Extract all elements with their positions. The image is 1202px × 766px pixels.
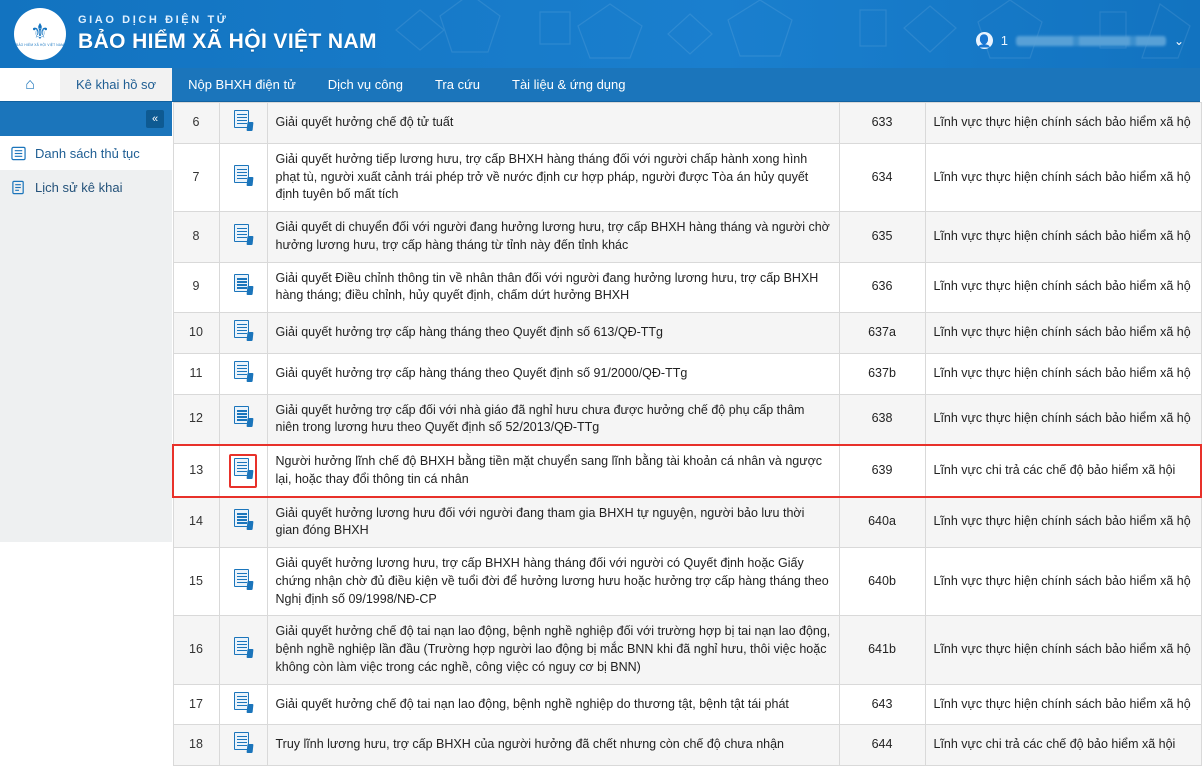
row-procedure-name: Giải quyết hưởng chế độ tử tuất	[267, 103, 839, 144]
procedures-table-body	[173, 103, 1201, 766]
row-index: 11	[173, 353, 219, 394]
table-row[interactable]	[173, 353, 1201, 394]
brand-text	[78, 14, 377, 54]
row-action-cell[interactable]	[219, 616, 267, 684]
table-row[interactable]	[173, 497, 1201, 548]
nav-label: Tra cứu	[434, 77, 480, 92]
doc-icon-box[interactable]	[234, 646, 252, 660]
sidebar-collapse-button[interactable]	[146, 110, 164, 128]
nav-label: Kê khai hồ sơ	[76, 77, 157, 92]
row-field: Lĩnh vực chi trả các chế độ bảo hiểm xã hội	[925, 445, 1201, 497]
doc-icon-box-highlighted[interactable]	[229, 454, 257, 488]
document-edit-icon[interactable]	[234, 274, 252, 294]
sidebar-item-lich-su-ke-khai[interactable]	[0, 170, 172, 204]
doc-icon-box[interactable]	[234, 329, 252, 343]
row-code: 633	[839, 103, 925, 144]
row-procedure-name: Giải quyết hưởng lương hưu, trợ cấp BHXH hàng tháng đối với người có Quyết định hoặc Giấy chứng nhận chờ đủ điều kiện về tuổi đời để hưởng lương hưu hoặc hưởng trợ cấp hàng tháng theo Nghị định số 09/1998/NĐ-CP	[267, 548, 839, 616]
row-code: 640b	[839, 548, 925, 616]
row-index: 9	[173, 262, 219, 313]
document-edit-icon[interactable]	[234, 165, 252, 185]
document-edit-icon[interactable]	[234, 692, 252, 712]
document-edit-icon[interactable]	[234, 224, 252, 244]
row-field: Lĩnh vực thực hiện chính sách bảo hiểm xã hộ	[925, 497, 1201, 548]
row-code: 644	[839, 725, 925, 766]
brand-line-1: GIAO DỊCH ĐIỆN TỬ	[78, 14, 229, 27]
row-procedure-name: Giải quyết hưởng chế độ tai nạn lao động, bệnh nghề nghiệp do thương tật, bệnh tật tái phát	[267, 684, 839, 725]
row-field: Lĩnh vực chi trả các chế độ bảo hiểm xã hội	[925, 725, 1201, 766]
table-row[interactable]	[173, 616, 1201, 684]
row-procedure-name: Giải quyết di chuyển đối với người đang hưởng lương hưu, trợ cấp BHXH hàng tháng và người chờ hưởng lương hưu, trợ cấp hàng tháng từ tỉnh này đến tỉnh khác	[267, 212, 839, 263]
row-code: 640a	[839, 497, 925, 548]
row-index: 15	[173, 548, 219, 616]
doc-icon-box[interactable]	[234, 415, 252, 429]
nav-item-ke-khai-ho-so[interactable]	[60, 68, 172, 101]
user-avatar-icon: 👤	[976, 33, 992, 48]
app-header	[0, 0, 1200, 68]
row-action-cell[interactable]	[219, 212, 267, 263]
row-code: 635	[839, 212, 925, 263]
row-procedure-name: Giải quyết hưởng trợ cấp hàng tháng theo Quyết định số 91/2000/QĐ-TTg	[267, 353, 839, 394]
procedures-table	[172, 102, 1202, 766]
row-field: Lĩnh vực thực hiện chính sách bảo hiểm xã hộ	[925, 313, 1201, 354]
user-name-redacted	[1016, 36, 1166, 46]
row-procedure-name: Giải quyết hưởng trợ cấp hàng tháng theo Quyết định số 613/QĐ-TTg	[267, 313, 839, 354]
table-row[interactable]	[173, 725, 1201, 766]
row-code: 634	[839, 143, 925, 211]
row-procedure-name: Truy lĩnh lương hưu, trợ cấp BHXH của người hưởng đã chết nhưng còn chế độ chưa nhận	[267, 725, 839, 766]
row-code: 639	[839, 445, 925, 497]
nav-item-nop-bhxh-dien-tu[interactable]	[172, 68, 312, 101]
document-edit-icon[interactable]	[234, 320, 252, 340]
history-icon-svg	[11, 180, 26, 195]
doc-icon-box[interactable]	[234, 518, 252, 532]
row-index: 8	[173, 212, 219, 263]
row-action-cell[interactable]	[219, 394, 267, 445]
doc-icon-box[interactable]	[234, 119, 252, 133]
row-action-cell[interactable]	[219, 548, 267, 616]
row-action-cell[interactable]	[219, 725, 267, 766]
nav-label: Tài liệu & ứng dụng	[512, 77, 626, 92]
brand-logo[interactable]	[14, 8, 377, 60]
row-code: 643	[839, 684, 925, 725]
row-code: 637a	[839, 313, 925, 354]
row-action-cell[interactable]	[219, 445, 267, 497]
doc-icon-box[interactable]	[234, 741, 252, 755]
row-code: 637b	[839, 353, 925, 394]
user-account-area[interactable]	[976, 32, 1184, 49]
nav-label: Dịch vụ công	[327, 77, 403, 92]
list-icon	[10, 145, 26, 161]
row-index: 14	[173, 497, 219, 548]
document-edit-icon[interactable]	[234, 458, 252, 478]
logo-caption: BẢO HIỂM XÃ HỘI VIỆT NAM	[16, 42, 64, 47]
row-procedure-name: Giải quyết hưởng trợ cấp đối với nhà giáo đã nghỉ hưu chưa được hưởng chế độ phụ cấp thâm niên trong lương hưu theo Quyết định số 52/2013/QĐ-TTg	[267, 394, 839, 445]
row-action-cell[interactable]	[219, 262, 267, 313]
document-edit-icon[interactable]	[234, 110, 252, 130]
nav-label: Nộp BHXH điện tử	[188, 77, 296, 92]
table-row[interactable]	[173, 394, 1201, 445]
row-code: 638	[839, 394, 925, 445]
brand-line-2: BẢO HIỂM XÃ HỘI VIỆT NAM	[78, 29, 377, 53]
row-field: Lĩnh vực thực hiện chính sách bảo hiểm xã hộ	[925, 684, 1201, 725]
row-action-cell[interactable]	[219, 143, 267, 211]
row-field: Lĩnh vực thực hiện chính sách bảo hiểm xã hộ	[925, 103, 1201, 144]
row-field: Lĩnh vực thực hiện chính sách bảo hiểm xã hộ	[925, 212, 1201, 263]
nav-item-dich-vu-cong[interactable]	[312, 68, 419, 101]
row-action-cell[interactable]	[219, 313, 267, 354]
lotus-icon: ⚜	[30, 18, 50, 44]
row-code: 636	[839, 262, 925, 313]
document-edit-icon[interactable]	[234, 569, 252, 589]
procedures-table-container[interactable]	[172, 102, 1202, 752]
row-code: 641b	[839, 616, 925, 684]
main-nav	[0, 68, 1200, 102]
home-icon: ⌂	[25, 75, 35, 93]
table-row[interactable]	[173, 262, 1201, 313]
row-index: 6	[173, 103, 219, 144]
doc-icon-box[interactable]	[234, 233, 252, 247]
row-index: 18	[173, 725, 219, 766]
doc-icon-box[interactable]	[234, 578, 252, 592]
nav-item-tai-lieu-ung-dung[interactable]	[496, 68, 642, 101]
user-count-label: 1	[1000, 33, 1008, 48]
row-field: Lĩnh vực thực hiện chính sách bảo hiểm xã hộ	[925, 353, 1201, 394]
history-icon	[10, 179, 26, 195]
document-edit-icon[interactable]	[234, 509, 252, 529]
row-field: Lĩnh vực thực hiện chính sách bảo hiểm xã hộ	[925, 262, 1201, 313]
row-index: 12	[173, 394, 219, 445]
table-row[interactable]	[173, 313, 1201, 354]
logo-emblem	[14, 8, 66, 60]
row-procedure-name: Người hưởng lĩnh chế độ BHXH bằng tiền mặt chuyển sang lĩnh bằng tài khoản cá nhân và ngược lại, hoặc thay đổi thông tin cá nhân	[267, 445, 839, 497]
table-row[interactable]	[173, 143, 1201, 211]
sidebar	[0, 102, 172, 542]
sidebar-header	[0, 102, 172, 136]
doc-icon-box[interactable]	[234, 283, 252, 297]
list-icon-svg	[11, 146, 26, 161]
row-action-cell[interactable]	[219, 353, 267, 394]
nav-item-tra-cuu[interactable]	[419, 68, 496, 101]
row-procedure-name: Giải quyết Điều chỉnh thông tin về nhân thân đối với người đang hưởng lương hưu, trợ cấp BHXH hàng tháng; điều chỉnh, hủy quyết định, chấm dứt hưởng BHXH	[267, 262, 839, 313]
document-edit-icon[interactable]	[234, 732, 252, 752]
row-index: 16	[173, 616, 219, 684]
document-edit-icon[interactable]	[234, 361, 252, 381]
row-procedure-name: Giải quyết hưởng chế độ tai nạn lao động, bệnh nghề nghiệp đối với trường hợp bị tai nạn lao động, bệnh nghề nghiệp lần đầu (Trường hợp người lao động bị mắc BNN khi đã nghỉ hưu, thôi việc hoặc không còn làm việc trong các nghề, công việc có nguy cơ bị BNN)	[267, 616, 839, 684]
row-procedure-name: Giải quyết hưởng lương hưu đối với người đang tham gia BHXH tự nguyện, người bảo lưu thời gian đóng BHXH	[267, 497, 839, 548]
sidebar-item-label: Lịch sử kê khai	[35, 179, 123, 195]
sidebar-item-danh-sach-thu-tuc[interactable]	[0, 136, 172, 170]
row-field: Lĩnh vực thực hiện chính sách bảo hiểm xã hộ	[925, 143, 1201, 211]
row-action-cell[interactable]	[219, 497, 267, 548]
doc-icon-box[interactable]	[234, 370, 252, 384]
table-row[interactable]	[173, 684, 1201, 725]
sidebar-item-label: Danh sách thủ tục	[35, 145, 140, 161]
row-index: 17	[173, 684, 219, 725]
body-area	[0, 102, 1200, 752]
table-row-selected[interactable]	[173, 445, 1201, 497]
row-field: Lĩnh vực thực hiện chính sách bảo hiểm xã hộ	[925, 616, 1201, 684]
chevron-down-icon[interactable]: ⌄	[1173, 33, 1184, 48]
row-procedure-name: Giải quyết hưởng tiếp lương hưu, trợ cấp BHXH hàng tháng đối với người chấp hành xong hình phạt tù, người xuất cảnh trái phép trở về nước định cư hợp pháp, người được Tòa án hủy quyết định tuyên bố mất tích	[267, 143, 839, 211]
document-edit-icon[interactable]	[234, 637, 252, 657]
row-field: Lĩnh vực thực hiện chính sách bảo hiểm xã hộ	[925, 394, 1201, 445]
table-row[interactable]	[173, 103, 1201, 144]
doc-icon-box[interactable]	[234, 174, 252, 188]
row-action-cell[interactable]	[219, 684, 267, 725]
table-row[interactable]	[173, 212, 1201, 263]
document-edit-icon[interactable]	[234, 406, 252, 426]
row-index: 13	[173, 445, 219, 497]
row-index: 10	[173, 313, 219, 354]
table-row[interactable]	[173, 548, 1201, 616]
chevron-left-icon: «	[151, 113, 159, 125]
doc-icon-box[interactable]	[234, 701, 252, 715]
nav-home-button[interactable]	[0, 68, 60, 101]
row-field: Lĩnh vực thực hiện chính sách bảo hiểm xã hộ	[925, 548, 1201, 616]
row-index: 7	[173, 143, 219, 211]
row-action-cell[interactable]	[219, 103, 267, 144]
